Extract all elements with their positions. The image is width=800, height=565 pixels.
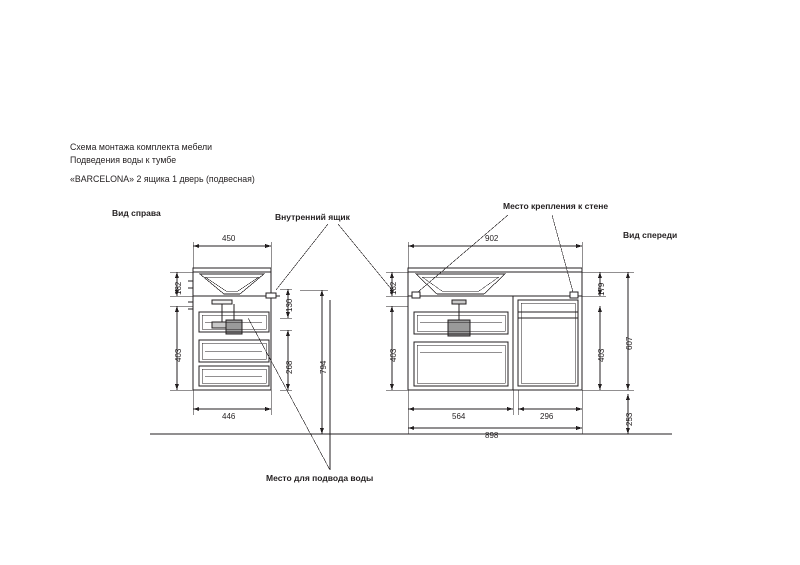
dim-right-height-top: 182 — [174, 281, 183, 295]
drawing-title-line-1: Схема монтажа комплекта мебели — [70, 142, 213, 152]
dim-front-section-right: 296 — [540, 412, 554, 421]
label-wall-mount: Место крепления к стене — [503, 201, 609, 211]
dim-front-bottom-width: 898 — [485, 431, 499, 440]
label-water-supply: Место для подвода воды — [266, 473, 374, 483]
drawing-title-line-2: Подведения воды к тумбе — [70, 155, 177, 165]
dim-front-right-total: 607 — [625, 336, 634, 350]
dim-right-offset-small: 130 — [285, 298, 294, 312]
dim-right-top-width: 450 — [222, 234, 236, 243]
label-view-front: Вид спереди — [623, 230, 678, 240]
dim-front-height-top: 182 — [389, 281, 398, 295]
dim-right-height-bottom: 403 — [174, 348, 183, 362]
dim-front-right-top: 179 — [597, 282, 606, 296]
dim-right-total-height: 794 — [319, 360, 328, 374]
wall-mount-right — [570, 292, 578, 298]
dim-front-floor-gap: 253 — [625, 412, 634, 426]
wall-mount-left — [412, 292, 420, 298]
dim-front-right-mid: 403 — [597, 348, 606, 362]
dim-right-bottom-width: 446 — [222, 412, 236, 421]
label-inner-drawer: Внутренний ящик — [275, 212, 350, 222]
dim-front-section-left: 564 — [452, 412, 466, 421]
drawing-title-line-3: «BARCELONA» 2 ящика 1 дверь (подвесная) — [70, 174, 255, 184]
dim-front-height-bottom: 403 — [389, 348, 398, 362]
dim-right-offset-mid: 268 — [285, 360, 294, 374]
label-view-right: Вид справа — [112, 208, 161, 218]
dim-front-top-width: 902 — [485, 234, 499, 243]
